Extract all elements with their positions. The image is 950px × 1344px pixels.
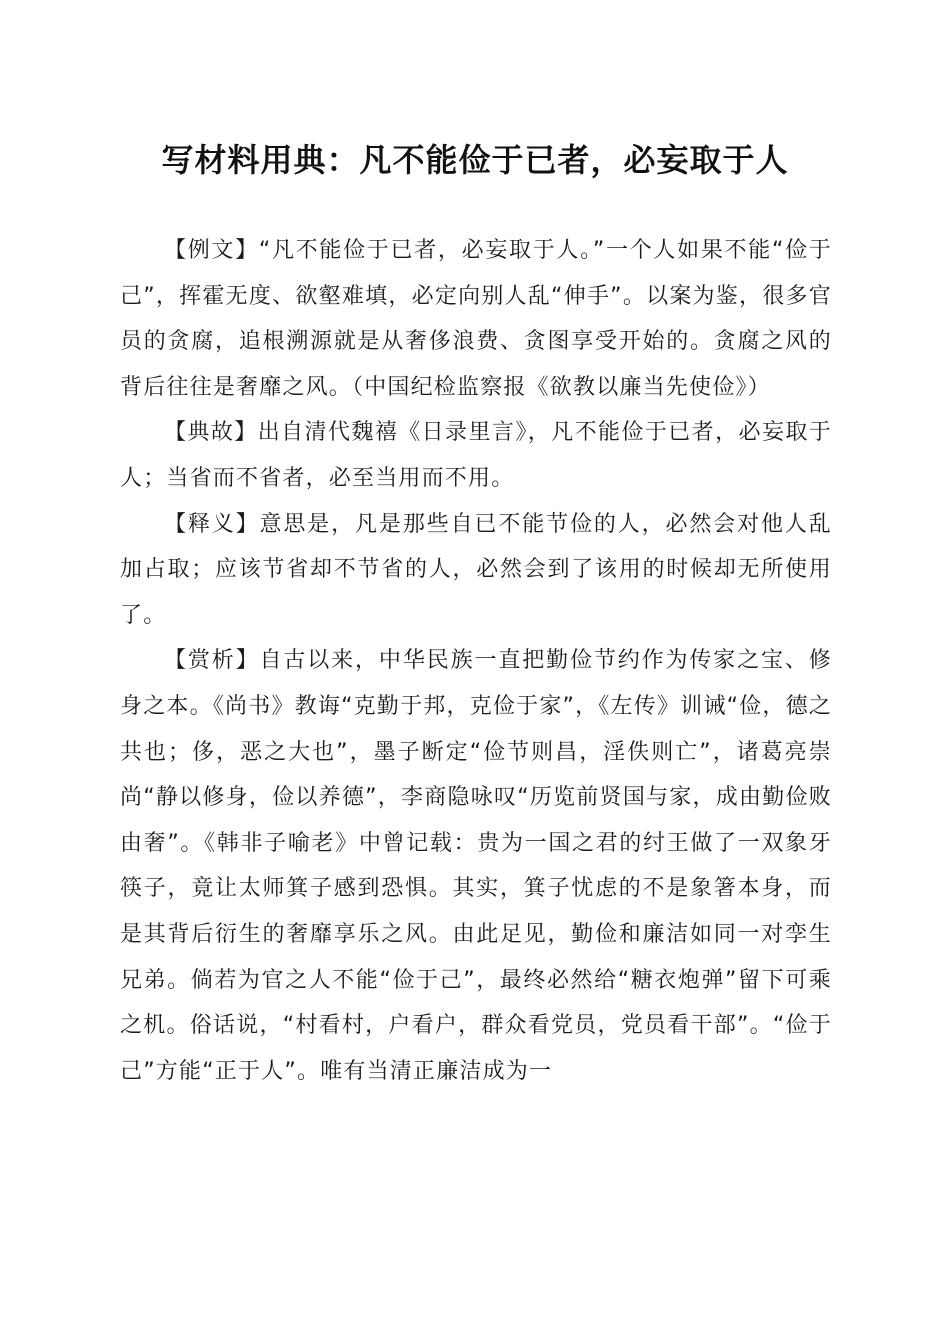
paragraph-tag: 【典故】 (164, 420, 258, 446)
paragraph-text: “凡不能俭于已者，必妄取于人。”一个人如果不能“俭于己”，挥霍无度、欲壑难填，必定向别人乱“伸手”。以案为鉴，很多官员的贪腐，追根溯源就是从奢侈浪费、贪图享受开始的。贪腐之风的背后往往是奢靡之风。（中国纪检监察报《欲教以廉当先使俭》） (120, 238, 832, 400)
paragraph-appreciation (120, 638, 832, 1094)
paragraph-interpretation (120, 502, 832, 639)
document-title: 写材料用典：凡不能俭于已者，必妄取于人 (161, 141, 789, 179)
paragraph-text: 出自清代魏禧《日录里言》，凡不能俭于已者，必妄取于人；当省而不省者，必至当用而不用。 (120, 420, 832, 491)
paragraph-tag: 【赏析】 (164, 648, 260, 674)
paragraph-text: 自古以来，中华民族一直把勤俭节约作为传家之宝、修身之本。《尚书》教诲“克勤于邦，克俭于家”，《左传》训诫“俭，德之共也；侈，恶之大也”，墨子断定“俭节则昌，淫佚则亡”，诸葛亮崇尚“静以修身，俭以养德”，李商隐咏叹“历览前贤国与家，成由勤俭败由奢”。《韩非子喻老》中曾记载：贵为一国之君的纣王做了一双象牙筷子，竟让太师箕子感到恐惧。其实，箕子忧虑的不是象箸本身，而是其背后衍生的奢靡享乐之风。由此足见，勤俭和廉洁如同一对孪生兄弟。倘若为官之人不能“俭于己”，最终必然给“糖衣炮弹”留下可乘之机。俗话说，“村看村，户看户，群众看党员，党员看干部”。“俭于己”方能“正于人”。唯有当清正廉洁成为一 (120, 648, 832, 1084)
paragraph-example (120, 228, 832, 410)
document-body (120, 228, 832, 1094)
paragraph-allusion (120, 410, 832, 501)
paragraph-tag: 【释义】 (164, 511, 260, 537)
paragraph-text: 意思是，凡是那些自已不能节俭的人，必然会对他人乱加占取；应该节省却不节省的人，必然会到了该用的时候却无所使用了。 (120, 511, 832, 628)
paragraph-tag: 【例文】 (164, 238, 259, 263)
